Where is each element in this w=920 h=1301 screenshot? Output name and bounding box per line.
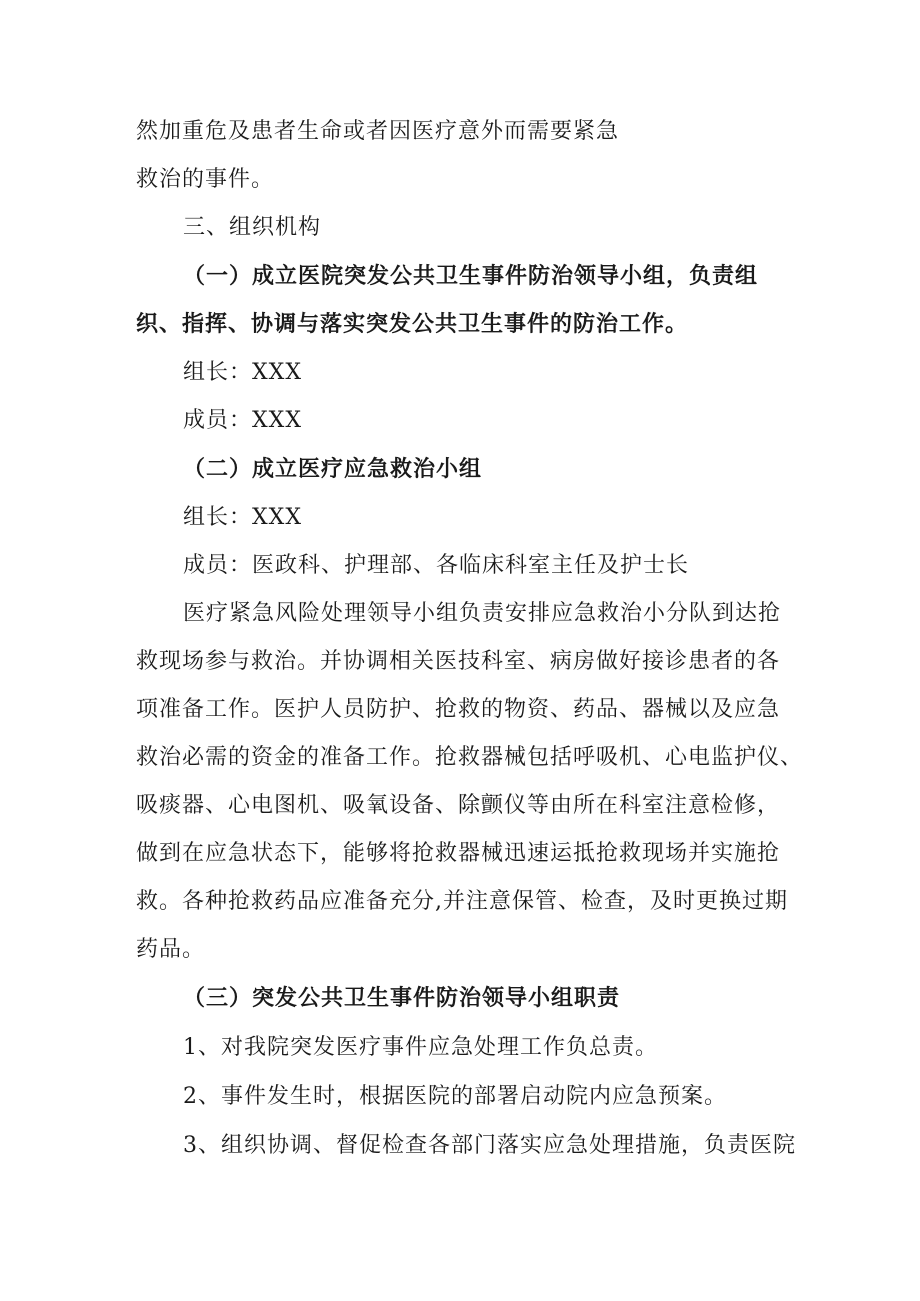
- text-line: 救治的事件。: [136, 167, 275, 192]
- list-item: 3、组织协调、督促检查各部门落实应急处理措施，负责医院: [183, 1133, 796, 1158]
- subsection-heading-cont: 织、指挥、协调与落实突发公共卫生事件的防治工作。: [136, 312, 689, 337]
- list-item: 1、对我院突发医疗事件应急处理工作负总责。: [183, 1035, 658, 1060]
- section-heading: 三、组织机构: [183, 215, 322, 240]
- text-line: 组长：XXX: [183, 505, 302, 530]
- text-line: 然加重危及患者生命或者因医疗意外而需要紧急: [136, 119, 620, 144]
- text-line: 救治必需的资金的准备工作。抢救器械包括呼吸机、心电监护仪、: [136, 745, 804, 770]
- subsection-heading: （三）突发公共卫生事件防治领导小组职责: [183, 986, 621, 1011]
- text-line: 做到在应急状态下，能够将抢救器械迅速运抵抢救现场并实施抢: [136, 841, 781, 866]
- text-line: 救。各种抢救药品应准备充分,并注意保管、检查，及时更换过期: [136, 889, 788, 914]
- list-item: 2、事件发生时，根据医院的部署启动院内应急预案。: [183, 1084, 727, 1109]
- subsection-heading: （二）成立医疗应急救治小组: [183, 457, 483, 482]
- text-line: 组长：XXX: [183, 360, 302, 385]
- subsection-heading: （一）成立医院突发公共卫生事件防治领导小组，负责组: [183, 264, 759, 289]
- text-line: 吸痰器、心电图机、吸氧设备、除颤仪等由所在科室注意检修，: [136, 793, 781, 818]
- text-line: 成员：医政科、护理部、各临床科室主任及护士长: [183, 553, 690, 578]
- text-line: 成员：XXX: [183, 408, 302, 433]
- text-line: 项准备工作。医护人员防护、抢救的物资、药品、器械以及应急: [136, 697, 781, 722]
- text-line: 医疗紧急风险处理领导小组负责安排应急救治小分队到达抢: [183, 601, 782, 626]
- text-line: 药品。: [136, 937, 206, 962]
- text-line: 救现场参与救治。并协调相关医技科室、病房做好接诊患者的各: [136, 649, 781, 674]
